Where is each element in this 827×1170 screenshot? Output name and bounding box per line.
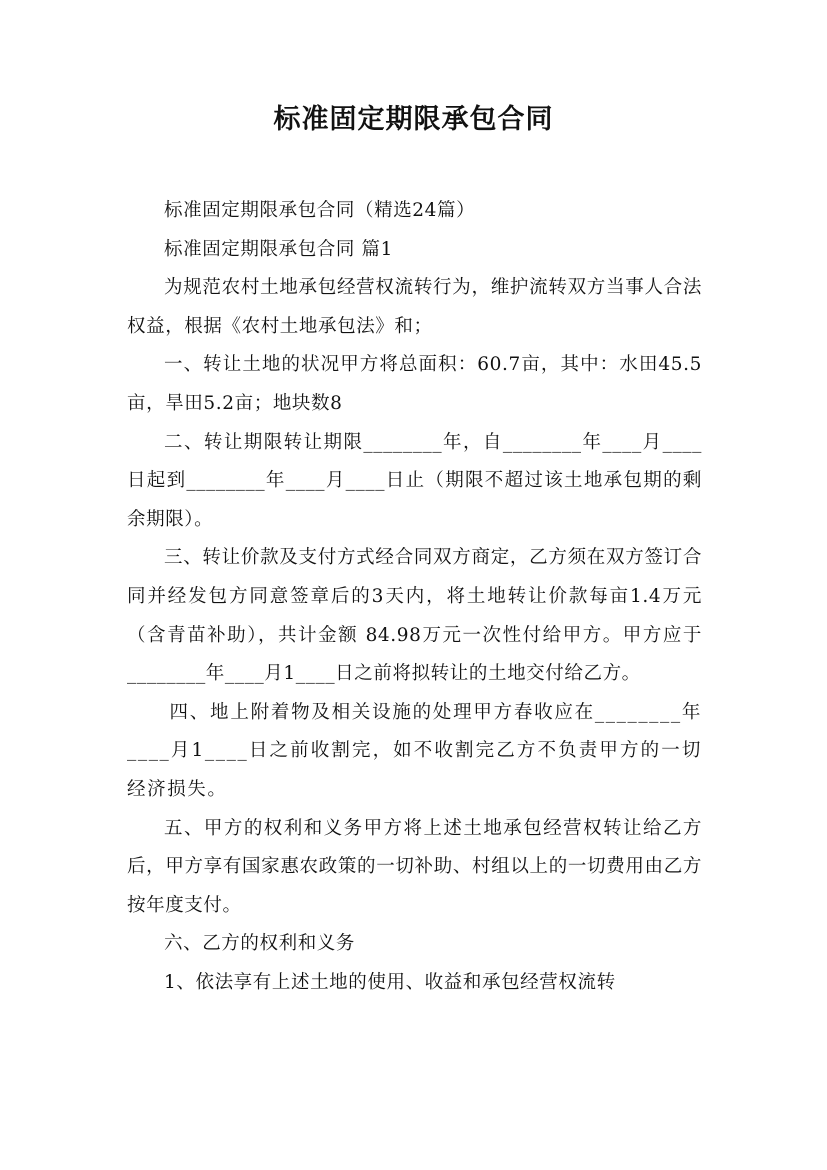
paragraph-clause-6-1: 1、依法享有上述土地的使用、收益和承包经营权流转	[164, 971, 616, 993]
paragraph-clause-3: 三、转让价款及支付方式经合同双方商定，乙方须在双方签订合同并经发包方同意签章后的3天内，将土地转让价款每亩1.4万元（含青苗补助），共计金额 84.98万元一次性付给甲方。甲方应于________年____月1____日之前将拟转让的土地交付给乙方。	[127, 547, 702, 685]
document-title: 标准固定期限承包合同	[273, 104, 554, 135]
paragraph-clause-5: 五、甲方的权利和义务甲方将上述土地承包经营权转让给乙方后，甲方享有国家惠农政策的一切补助、村组以上的一切费用由乙方按年度支付。	[127, 817, 702, 916]
paragraph-clause-4: 四、地上附着物及相关设施的处理甲方春收应在________年____月1____日之前收割完，如不收割完乙方不负责甲方的一切经济损失。	[127, 701, 702, 800]
paragraph-preamble: 为规范农村土地承包经营权流转行为，维护流转双方当事人合法权益，根据《农村土地承包法》和；	[127, 277, 702, 337]
paragraph-section-heading: 标准固定期限承包合同 篇1	[164, 238, 393, 260]
paragraph-clause-1: 一、转让土地的状况甲方将总面积：60.7亩，其中：水田45.5亩，旱田5.2亩；地块数8	[127, 354, 702, 414]
paragraph-clause-6: 六、乙方的权利和义务	[164, 933, 356, 955]
paragraph-clause-2: 二、转让期限转让期限________年，自________年____月____日起到________年____月____日止（期限不超过该土地承包期的剩余期限）。	[127, 431, 702, 530]
document-body	[127, 192, 702, 1002]
paragraph-subtitle: 标准固定期限承包合同（精选24篇）	[164, 200, 476, 221]
